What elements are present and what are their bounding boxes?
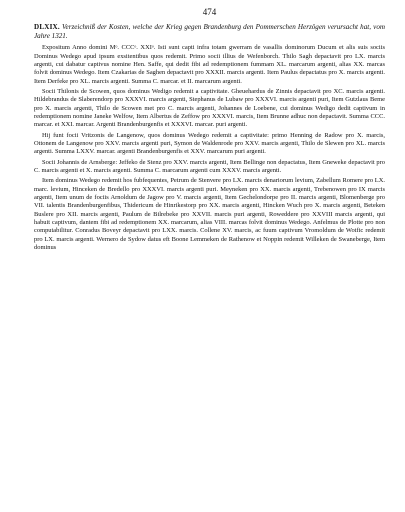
paragraph: Hij funt focii Vritzonis de Langenow, quos dominus Wedego redemit a captivitate: primo Henning de Radow pro X. marcis, Ottonem de Langenow pro XXV. marcis argenti puri, Symon de Waldenrode pro XXV. marcis argenti, Thilo de Slewen pro XL. marcis argenti. Summa LXXV. marcar. argenti Brandenburgenfis et XXV. marcarum puri argenti. [34,131,385,156]
document-number: DLXIX. [34,23,60,31]
paragraph: Socii Thilonis de Scowen, quos dominus Wedigo redemit a captivitate. Gheuehardus de Zinnis depactavit pro XC. marcis argenti. Hildebrandus de Slaberendorp pro XXXVI. marcis argenti, Stephanus de Lubaw pro XXXVI. marcis argenti puri, Item Gutzlaus Beme pro X. marcis argenti, Thilo de Scowen met pro C. marcis argenti, Johannes de Loebene, cui dominus Wedigo dedit captivum in redemptionem nomine Janeke Welfow, Item Albertus de Zeffow pro XXXVI. marcis, Item Brunne adhuc non depactavit. Summa CCC. marcar. et XXI. marcar. Argenti Brandenburgenfis et XXXVI. marcar. puri argenti. [34,87,385,129]
document-body [34,44,385,252]
page-number: 474 [202,7,217,17]
paragraph: Expositum Anno domini Mᵒ. CCCᵒ. XXIᵒ. Isti sunt capti infra totam gwerram de vasallis dominorum Ducum et alis suis sociis Dominus Wedego apud ipsum exsitentibus quos redemit. Primo socii illius de Wefenborch. Thilo Sagh depactavit pro LX. marcis argenti, cui dabatur captivus nomine Hen. Saffe, qui dedit fibi ad redemptionem fummam XL. marcarum argenti, alias XX. marcas folvit dominus Wedego. Item Czakarias de Saghen depactavit pro XXXII. marcis argenti. Item Paulus depactatus pro X. marcis argenti. Item Derfeke pro XL. marcis argenti. Summa C. marcar. et II. marcarum argenti. [34,44,385,85]
document-title: Verzeichniß der Kosten, welche der Krieg gegen Brandenburg den Pommerschen Herzögen verursacht hat, vom Jahre 1321. [34,23,385,40]
document-heading [34,23,385,40]
paragraph: Socii Johannis de Arnsberge: Jeffeko de Stenz pro XXV. marcis argenti, Item Bellinge non depactatus, Item Gneweke depactavit pro C. marcis argenti et X. marcis argenti. Summa C. marcarum argenti cum XXXV. marcis argenti. [34,158,385,174]
paragraph: Item dominus Wedego redemit hos fubfequentes, Petrum de Stenvere pro LX. marcis denariorum levium, Zabellum Romere pro LX. marc. levium, Hinceken de Bredello pro XXXVI. marcis argenti puri. Meyneken pro XX. marcis argenti, Trebenowen pro IX marcis argenti, Item unum de fociis Arnoldum de Jagow pro V. marcis argenti, Item Gechelondorpe pro II. marcis argenti, Blomenberge pro VII. talentis Brandenburgenfibus, Thidericum de Hinrikestorp pro XX. marcis argenti, Hincken Wuch pro X. marcis argenti, Beteken Buslere pro XII. marcis argenti, Paulum de Bilrebeke pro XXVII. marcis puri argenti, Roweddere pro XXVIII marcis argenti, qui habuit captivum, dantem fibi ad redemptionem XX. marcarum, alias VIII. marcas folvit dominus Wedego. Anfelmus de Plotte pro non computabilitur. Conradus Boveyr depactavit pro LXX. marcis. Collene XV. marcis, ac fuum captivum Vromoldum de Wotfic redemit pro LX. marcis argenti. Wernero de Sydow datus eft Boone Lemmeken de Rathenow et Noppin redemit Willeken de Swaneberge, Item dominus [34,177,385,252]
